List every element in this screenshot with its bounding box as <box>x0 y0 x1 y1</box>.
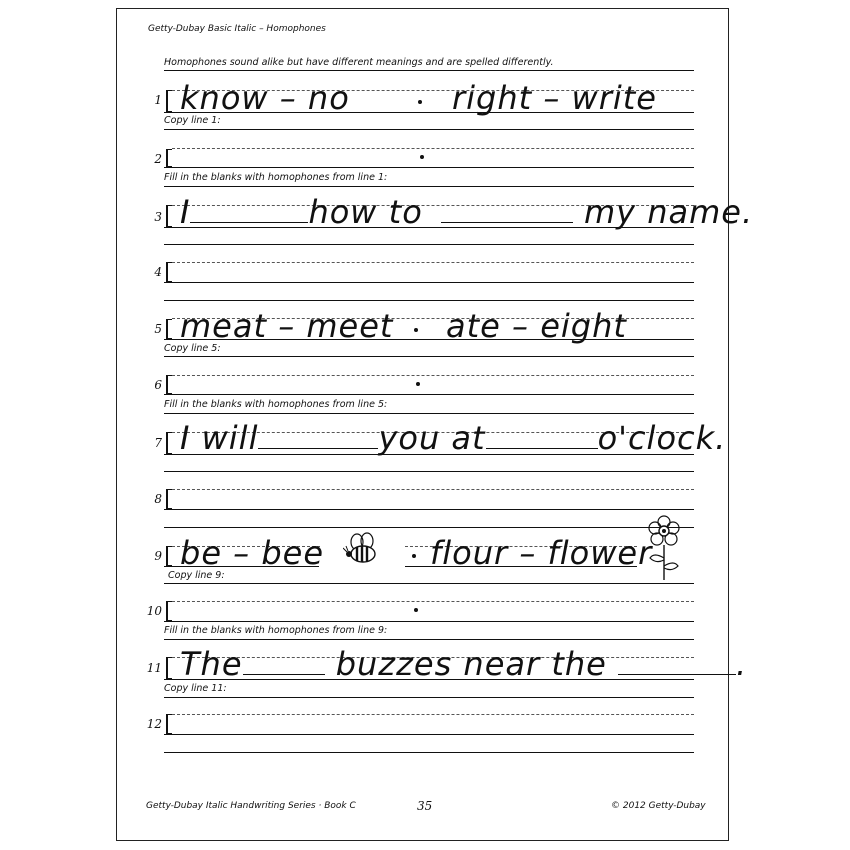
separator-dot <box>414 328 418 332</box>
separator-dot <box>420 155 424 159</box>
sentence-part: . <box>736 645 748 683</box>
rule-line <box>164 356 694 357</box>
rule-line <box>164 527 694 528</box>
rule-line <box>164 339 694 340</box>
separator-dot <box>414 608 418 612</box>
line-bracket <box>166 432 172 454</box>
line-bracket <box>166 657 172 679</box>
rule-line <box>164 752 694 753</box>
bee-icon <box>343 532 383 568</box>
rule-line <box>164 509 694 510</box>
sentence-row-11 <box>180 645 748 683</box>
copy-instruction: Copy line 5: <box>164 343 221 354</box>
line-number: 10 <box>146 604 162 618</box>
line-bracket <box>166 205 172 227</box>
header-title: Getty-Dubay Basic Italic – Homophones <box>148 24 326 34</box>
line-number: 8 <box>154 492 162 506</box>
sentence-part: how to <box>308 193 423 231</box>
guide-line <box>172 375 694 376</box>
rule-line <box>164 621 694 622</box>
sentence-part: I <box>180 193 191 231</box>
guide-line <box>172 148 694 149</box>
rule-line <box>164 454 694 455</box>
answer-blank[interactable] <box>190 221 308 223</box>
line-number: 9 <box>154 549 162 563</box>
guide-line <box>172 601 694 602</box>
rule-line <box>405 566 637 567</box>
line-number: 6 <box>154 378 162 392</box>
line-bracket <box>166 489 172 509</box>
line-number: 3 <box>154 210 162 224</box>
separator-dot <box>412 554 416 558</box>
rule-line <box>164 244 694 245</box>
line-number: 7 <box>154 436 162 450</box>
fill-instruction: Fill in the blanks with homophones from line 1: <box>164 172 388 183</box>
separator-dot <box>416 382 420 386</box>
fill-instruction: Fill in the blanks with homophones from line 9: <box>164 625 388 636</box>
model-text-right: right – write <box>452 79 657 117</box>
rule-line <box>164 186 694 187</box>
model-text-right: flour – flower <box>430 534 653 572</box>
model-text-left: know – no <box>180 79 350 117</box>
line-bracket <box>166 149 172 167</box>
rule-line <box>164 639 694 640</box>
sentence-part: buzzes near the <box>335 645 607 683</box>
rule-line <box>164 734 694 735</box>
answer-blank[interactable] <box>258 447 378 449</box>
model-text-left: meat – meet <box>180 307 394 345</box>
line-bracket <box>166 262 172 282</box>
rule-line <box>164 471 694 472</box>
copy-instruction: Copy line 1: <box>164 115 221 126</box>
sentence-part: The <box>180 645 243 683</box>
sentence-part: I will <box>180 419 259 457</box>
rule-line <box>164 129 694 130</box>
sentence-row-3 <box>180 193 754 231</box>
guide-line <box>172 262 694 263</box>
line-number: 4 <box>154 265 162 279</box>
page-number: 35 <box>417 799 433 813</box>
rule-line <box>164 112 694 113</box>
intro-text: Homophones sound alike but have different meanings and are spelled differently. <box>164 57 554 68</box>
line-number: 5 <box>154 322 162 336</box>
copy-instruction: Copy line 9: <box>168 570 225 581</box>
model-text-right: ate – eight <box>446 307 627 345</box>
rule-line <box>164 697 694 698</box>
copy-instruction: Copy line 11: <box>164 683 227 694</box>
rule-line <box>164 70 694 71</box>
sentence-row-7 <box>180 419 727 457</box>
answer-blank[interactable] <box>441 221 573 223</box>
footer-copyright: © 2012 Getty-Dubay <box>611 801 706 811</box>
sentence-part: you at <box>378 419 486 457</box>
flower-icon <box>644 512 684 582</box>
rule-line <box>164 167 694 168</box>
line-bracket <box>166 546 172 566</box>
separator-dot <box>418 100 422 104</box>
rule-line <box>164 282 694 283</box>
guide-line <box>172 714 694 715</box>
line-number: 1 <box>154 93 162 107</box>
rule-line <box>164 679 694 680</box>
line-number: 11 <box>146 661 162 675</box>
line-bracket <box>166 319 172 339</box>
guide-line <box>172 489 694 490</box>
sentence-part: o'clock. <box>597 419 727 457</box>
rule-line <box>164 413 694 414</box>
rule-line <box>164 583 694 584</box>
rule-line <box>164 566 319 567</box>
line-number: 2 <box>154 152 162 166</box>
fill-instruction: Fill in the blanks with homophones from line 5: <box>164 399 388 410</box>
model-text-left: be – bee <box>180 534 325 572</box>
answer-blank[interactable] <box>618 673 736 675</box>
answer-blank[interactable] <box>486 447 598 449</box>
rule-line <box>164 300 694 301</box>
line-bracket <box>166 375 172 394</box>
rule-line <box>164 227 694 228</box>
rule-line <box>164 394 694 395</box>
line-number: 12 <box>146 717 162 731</box>
answer-blank[interactable] <box>243 673 325 675</box>
sentence-part: my name. <box>583 193 754 231</box>
footer-series: Getty-Dubay Italic Handwriting Series · Book C <box>146 801 356 811</box>
line-bracket <box>166 714 172 734</box>
line-bracket <box>166 601 172 621</box>
line-bracket <box>166 90 172 112</box>
